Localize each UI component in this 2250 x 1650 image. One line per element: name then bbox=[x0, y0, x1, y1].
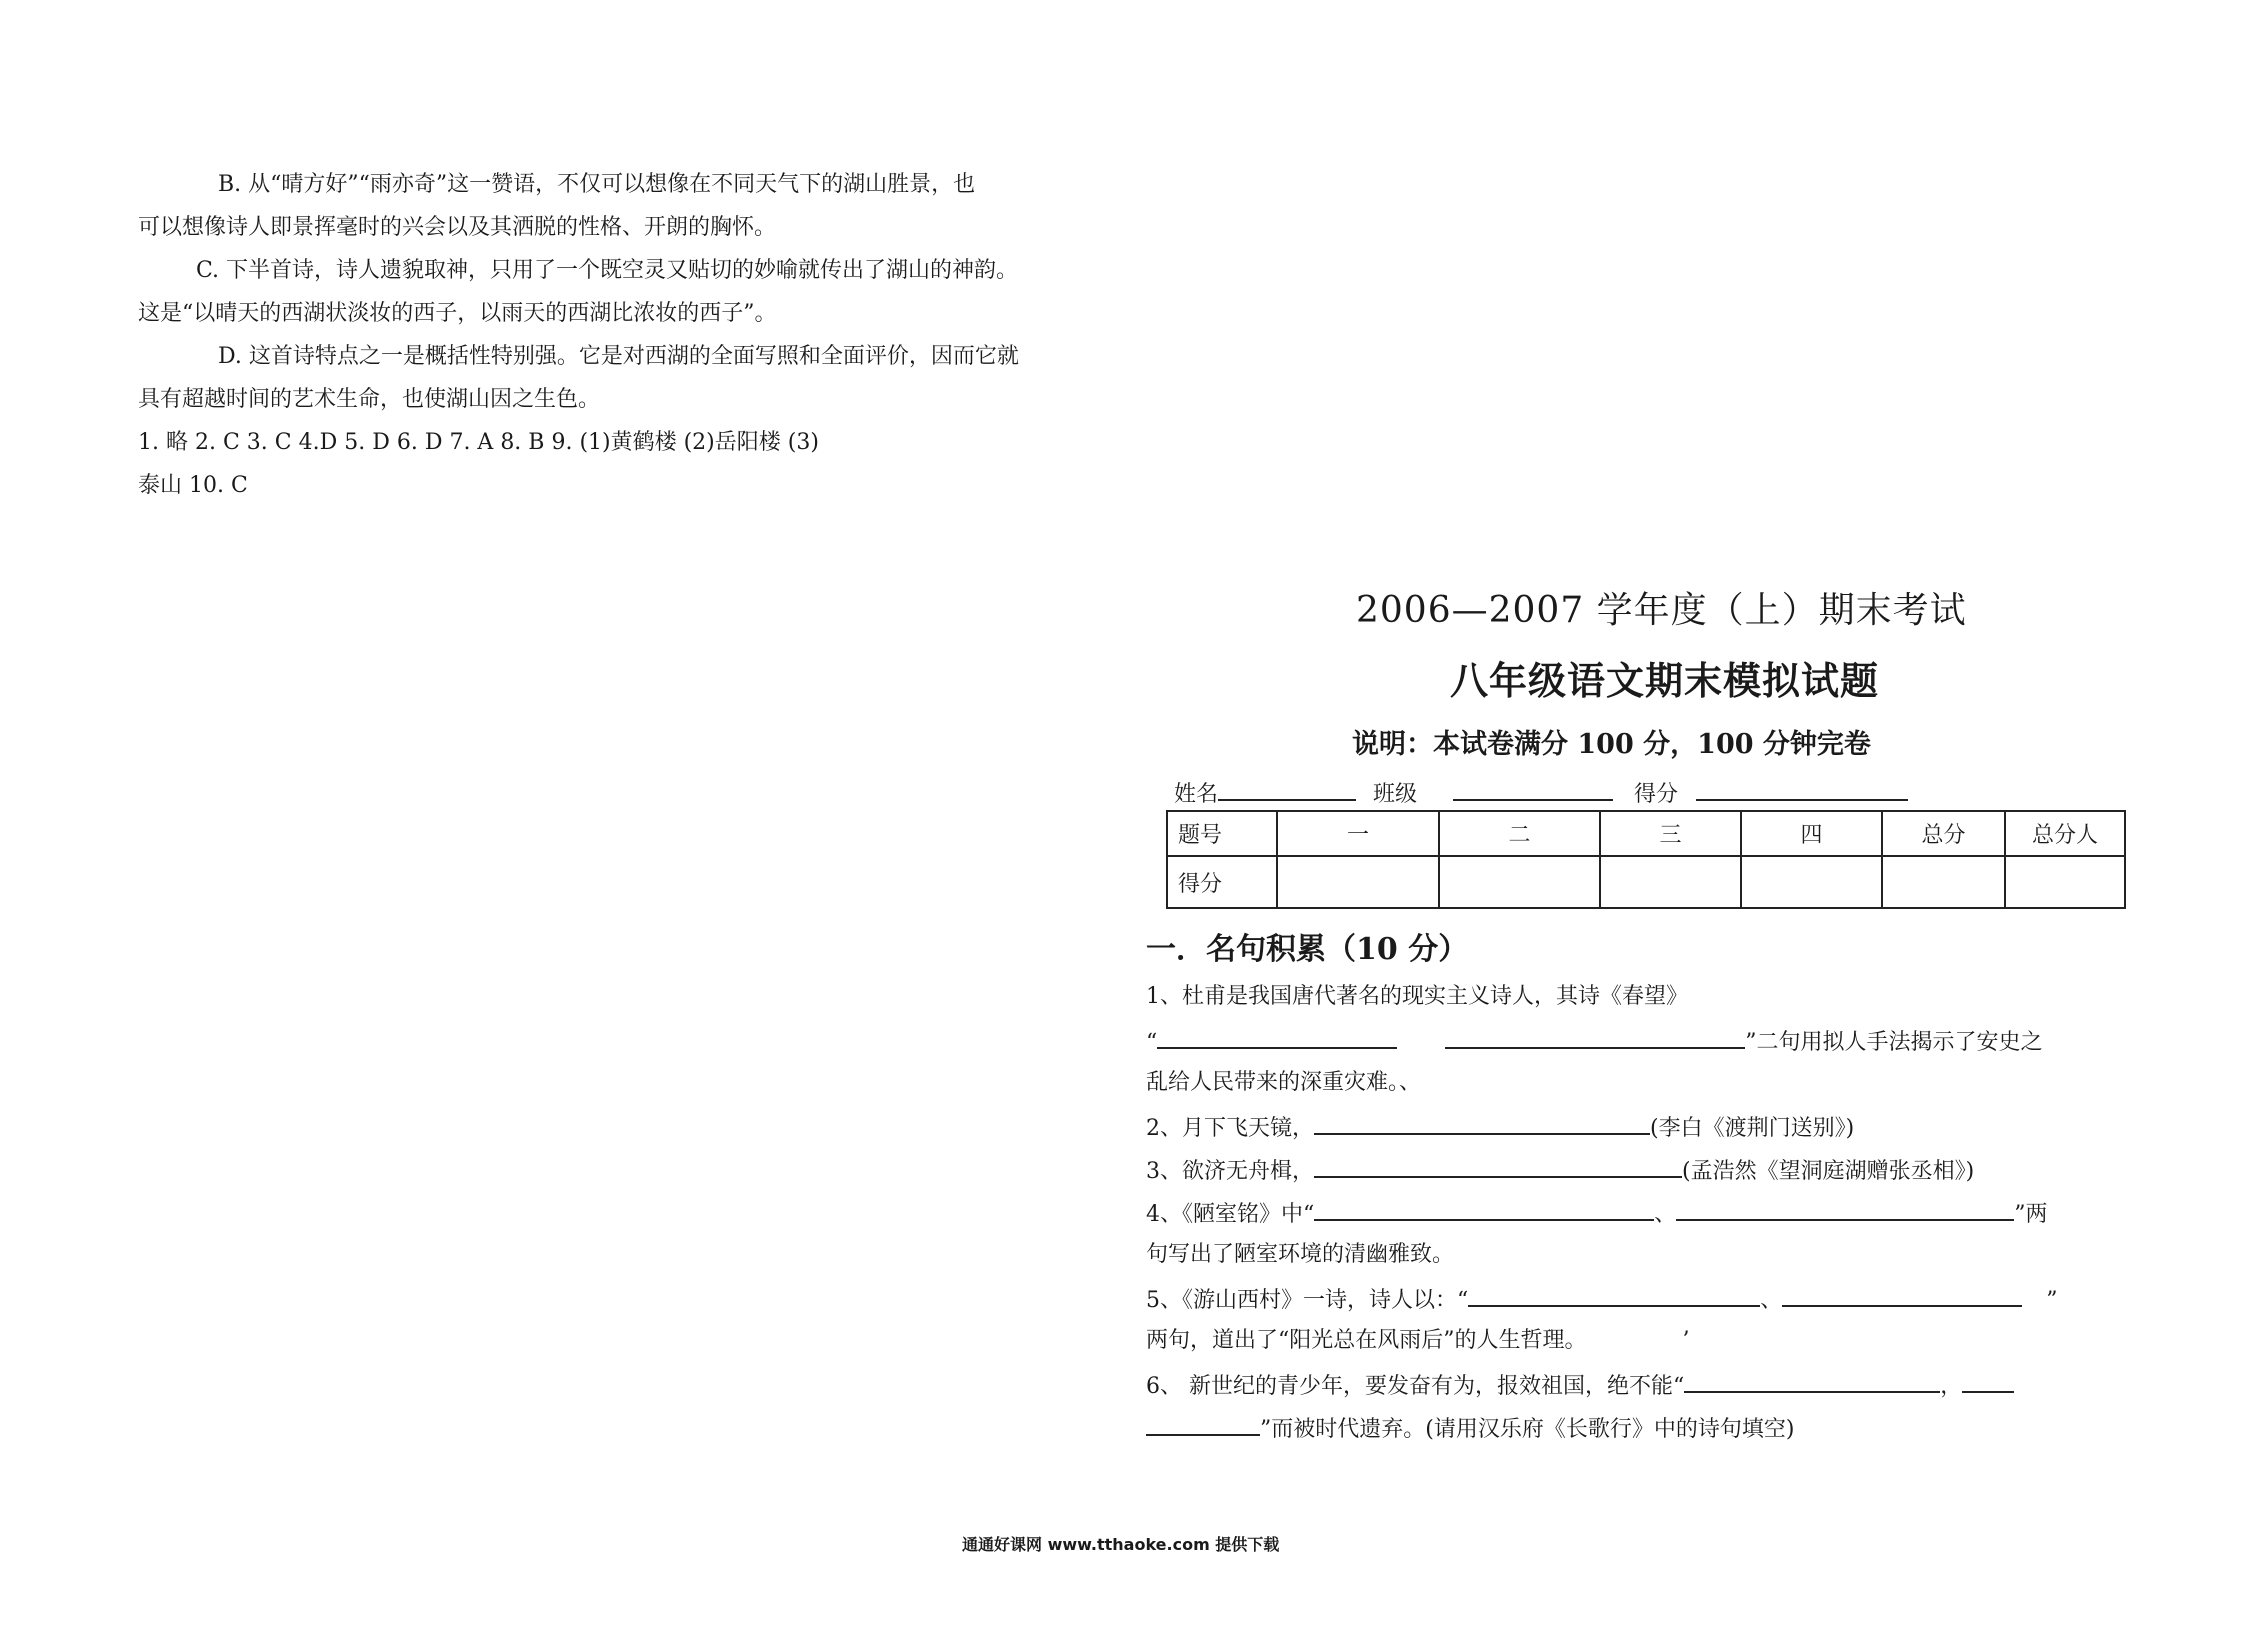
question-5-line1 bbox=[1146, 1283, 2058, 1316]
question-1-line1: 1、杜甫是我国唐代著名的现实主义诗人，其诗《春望》 bbox=[1146, 984, 1688, 1009]
q5-blank-1[interactable] bbox=[1468, 1283, 1760, 1307]
q4-tail: ”两 bbox=[2014, 1202, 2048, 1227]
q6-separator: ， bbox=[1940, 1374, 1963, 1399]
header-cell-2: 二 bbox=[1439, 811, 1600, 856]
row-label-score: 得分 bbox=[1167, 856, 1277, 908]
class-label: 班级 bbox=[1373, 782, 1418, 807]
score-cell-3[interactable] bbox=[1600, 856, 1741, 908]
question-1-line3: 乱给人民带来的深重灾难。、 bbox=[1146, 1070, 1422, 1095]
q5-separator: 、 bbox=[1760, 1288, 1783, 1313]
name-label: 姓名 bbox=[1174, 782, 1219, 807]
class-field[interactable] bbox=[1453, 777, 1613, 801]
score-cell-1[interactable] bbox=[1277, 856, 1439, 908]
footer-watermark: 通通好课网 www.tthaoke.com 提供下载 bbox=[962, 1535, 1280, 1554]
question-3 bbox=[1146, 1154, 1974, 1187]
question-4-line2: 句写出了陋室环境的清幽雅致。 bbox=[1146, 1242, 1455, 1267]
q6-blank-1[interactable] bbox=[1684, 1369, 1940, 1393]
q1-tail: ”二句用拟人手法揭示了安史之 bbox=[1745, 1030, 2043, 1055]
question-4-line1 bbox=[1146, 1197, 2048, 1230]
q4-blank-2[interactable] bbox=[1676, 1197, 2014, 1221]
q4-separator: 、 bbox=[1654, 1202, 1677, 1227]
q5-blank-2[interactable] bbox=[1782, 1283, 2022, 1307]
header-cell-1: 一 bbox=[1277, 811, 1439, 856]
question-2 bbox=[1146, 1111, 1854, 1144]
header-cell-4: 四 bbox=[1741, 811, 1882, 856]
q4-blank-1[interactable] bbox=[1314, 1197, 1654, 1221]
q5-text: 两句，道出了“阳光总在风雨后”的人生哲理。 bbox=[1146, 1328, 1587, 1353]
answer-line-d1: D. 这首诗特点之一是概括性特别强。它是对西湖的全面写照和全面评价，因而它就 bbox=[218, 344, 1019, 369]
question-6-line1 bbox=[1146, 1369, 2014, 1402]
question-1-line2 bbox=[1146, 1025, 2043, 1058]
answer-key-line1: 1. 略 2. C 3. C 4.D 5. D 6. D 7. A 8. B 9. (1)黄鹤楼 (2)岳阳楼 (3) bbox=[138, 430, 819, 455]
q5-tail: ” bbox=[2046, 1288, 2058, 1313]
question-6-line2 bbox=[1146, 1412, 1794, 1445]
q2-prefix: 2、月下飞天镜， bbox=[1146, 1116, 1314, 1141]
q2-source: (李白《渡荆门送别》) bbox=[1650, 1116, 1855, 1141]
header-cell-grader: 总分人 bbox=[2005, 811, 2125, 856]
header-cell-3: 三 bbox=[1600, 811, 1741, 856]
score-table bbox=[1166, 810, 2126, 909]
q1-blank-2[interactable] bbox=[1445, 1025, 1745, 1049]
score-cell-grader[interactable] bbox=[2005, 856, 2125, 908]
answer-line-b1: B. 从“晴方好”“雨亦奇”这一赞语，不仅可以想像在不同天气下的湖山胜景，也 bbox=[218, 172, 976, 197]
answer-line-c1: C. 下半首诗，诗人遗貌取神，只用了一个既空灵又贴切的妙喻就传出了湖山的神韵。 bbox=[196, 258, 1019, 283]
q2-blank[interactable] bbox=[1314, 1111, 1650, 1135]
score-cell-total[interactable] bbox=[1882, 856, 2005, 908]
q3-source: (孟浩然《望洞庭湖赠张丞相》) bbox=[1682, 1159, 1975, 1184]
exam-title: 八年级语文期末模拟试题 bbox=[1450, 658, 1880, 703]
q4-prefix: 4、《陋室铭》中“ bbox=[1146, 1202, 1315, 1227]
name-field[interactable] bbox=[1218, 777, 1356, 801]
exam-instructions: 说明：本试卷满分 100 分，100 分钟完卷 bbox=[1352, 729, 1871, 760]
year-title: 2006—2007 学年度（上）期末考试 bbox=[1356, 590, 1967, 631]
q6-tail: ”而被时代遗弃。(请用汉乐府《长歌行》中的诗句填空) bbox=[1260, 1417, 1795, 1442]
question-5-line2 bbox=[1146, 1326, 1690, 1356]
answer-line-b2: 可以想像诗人即景挥毫时的兴会以及其洒脱的性格、开朗的胸怀。 bbox=[138, 215, 777, 240]
score-cell-4[interactable] bbox=[1741, 856, 1882, 908]
q3-prefix: 3、欲济无舟楫， bbox=[1146, 1159, 1314, 1184]
answer-key-line2: 泰山 10. C bbox=[138, 473, 248, 498]
header-cell-total: 总分 bbox=[1882, 811, 2005, 856]
score-cell-2[interactable] bbox=[1439, 856, 1600, 908]
answer-line-c2: 这是“以晴天的西湖状淡妆的西子，以雨天的西湖比浓妆的西子”。 bbox=[138, 301, 777, 326]
q1-blank-1[interactable] bbox=[1157, 1025, 1397, 1049]
score-table-header-row bbox=[1167, 811, 2125, 856]
q6-blank-2b[interactable] bbox=[1146, 1412, 1260, 1436]
q5-prefix: 5、《游山西村》一诗，诗人以：“ bbox=[1146, 1288, 1469, 1313]
section-1-heading: 一．名句积累（10 分） bbox=[1146, 932, 1469, 967]
score-field[interactable] bbox=[1696, 777, 1908, 801]
header-cell-number: 题号 bbox=[1167, 811, 1277, 856]
open-quote: “ bbox=[1146, 1030, 1158, 1055]
q6-prefix: 6、 新世纪的青少年，要发奋有为，报效祖国，绝不能“ bbox=[1146, 1374, 1685, 1399]
q3-blank[interactable] bbox=[1314, 1154, 1682, 1178]
score-label: 得分 bbox=[1634, 782, 1679, 807]
student-info-row bbox=[1174, 777, 1908, 810]
q5-stray-mark: ’ bbox=[1682, 1328, 1690, 1353]
score-table-score-row bbox=[1167, 856, 2125, 908]
answer-line-d2: 具有超越时间的艺术生命，也使湖山因之生色。 bbox=[138, 387, 601, 412]
q6-blank-2a[interactable] bbox=[1962, 1369, 2014, 1393]
